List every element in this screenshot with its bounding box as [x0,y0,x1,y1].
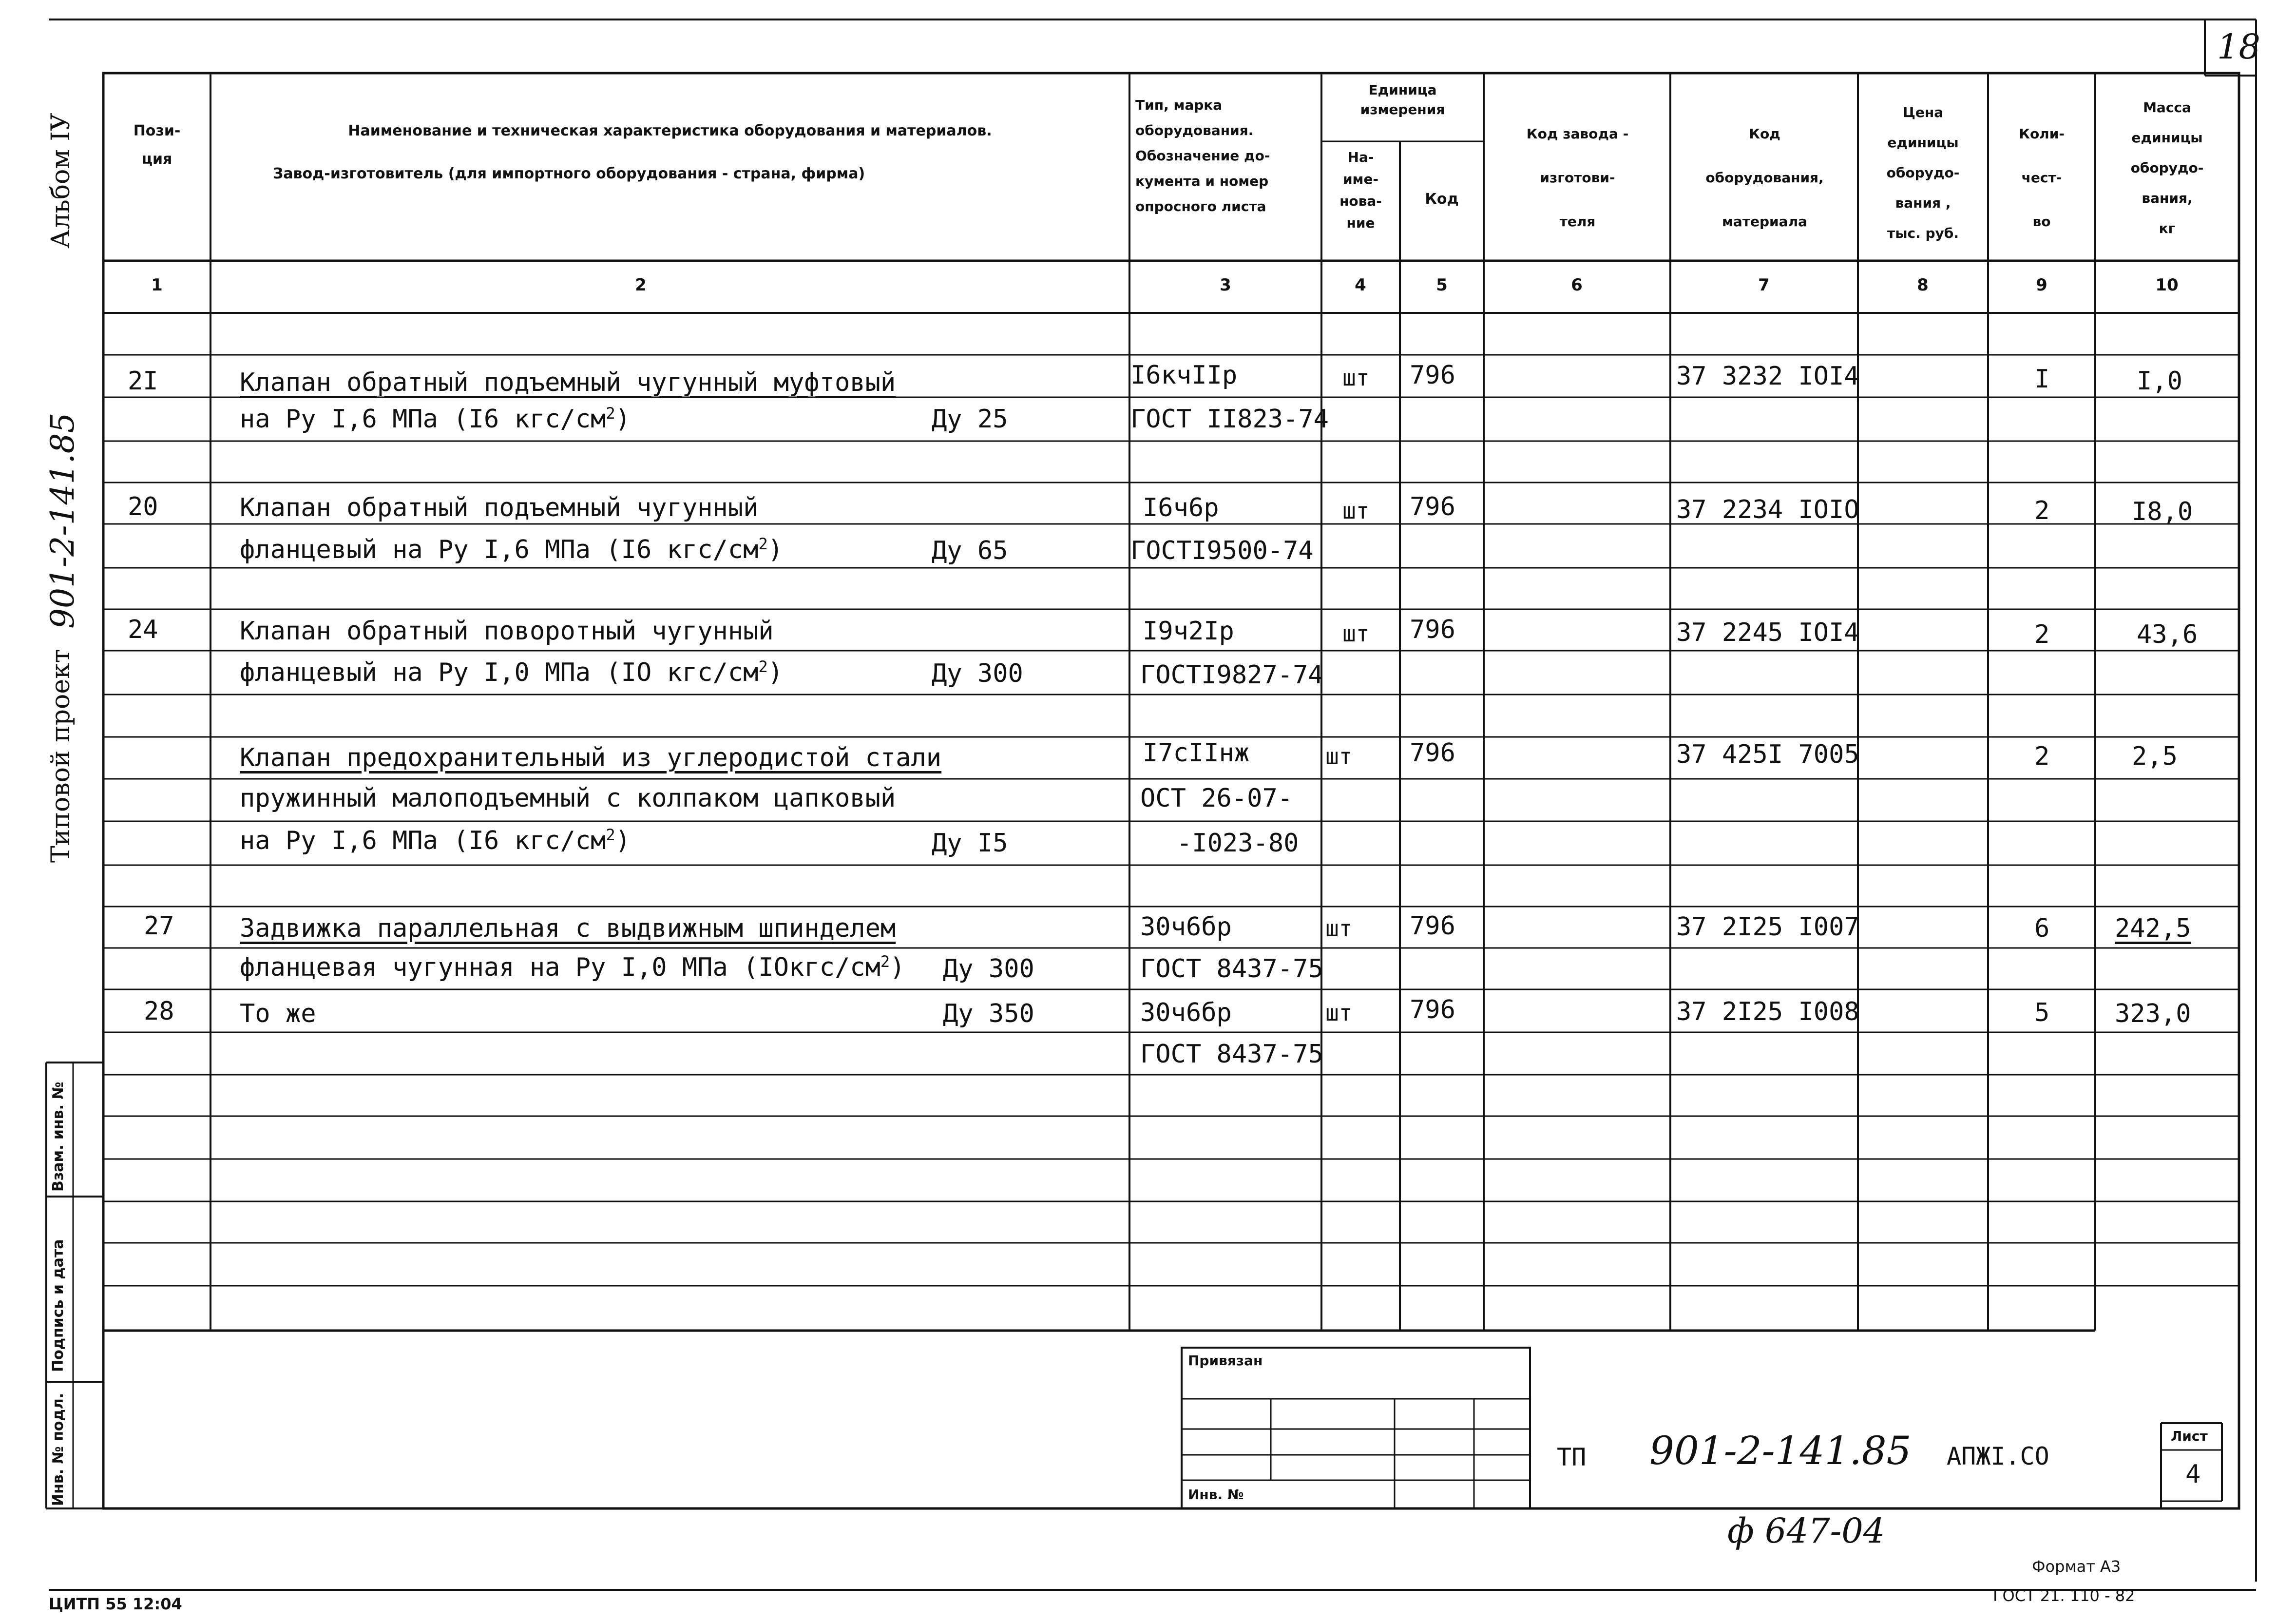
type-mark: 30ч6бр [1140,912,1232,942]
stamp-sheet-number: 4 [2185,1460,2201,1489]
project-number-handwritten: 901-2-141.85 [44,412,81,629]
nominal-diameter: Ду I5 [932,829,1008,858]
unit-name: шт [1325,743,1353,770]
unit-mass: 43,6 [2137,620,2198,649]
unit-name: шт [1325,1000,1353,1026]
type-mark: I7сIIнж [1143,738,1250,768]
equipment-code: 37 425I 7005 [1676,740,1859,769]
equipment-code: 37 3232 IOI4 [1676,362,1859,391]
column-number: 6 [1571,275,1583,295]
unit-mass: I,0 [2137,367,2182,396]
column-number: 9 [2036,275,2047,295]
unit-code: 796 [1410,615,1455,644]
column-number: 4 [1355,275,1366,295]
item-name-line: Клапан предохранительный из углеродистой стали [240,743,942,773]
printer-label: ЦИТП 55 12:04 [49,1595,182,1613]
stamp-doc-code: АПЖI.СО [1947,1442,2049,1470]
type-standard: ГОСТ 8437-75 [1140,1040,1323,1069]
quantity: 5 [2034,998,2050,1027]
position-cell: 27 [144,911,174,941]
item-name-line: пружинный малоподъемный с колпаком цапковый [240,784,896,813]
header-col-7: Код оборудования, материала [1705,126,1824,230]
unit-mass: I8,0 [2132,497,2193,526]
quantity: 2 [2034,742,2050,771]
unit-mass: 2,5 [2132,742,2178,771]
item-name-line: Клапан обратный поворотный чугунный [240,617,774,646]
type-standard: ОСТ 26-07- [1140,784,1293,813]
type-standard: ГОСТI9827-74 [1140,660,1323,690]
equipment-code: 37 2234 IOIO [1676,495,1859,524]
column-number: 8 [1917,275,1929,295]
type-mark: I6ч6р [1143,493,1219,522]
header-col-8: Цена единицы оборудо- вания , тыс. руб. [1886,104,1960,241]
type-mark: 30ч6бр [1140,998,1232,1027]
unit-code: 796 [1410,995,1455,1024]
header-col-10: Масса единицы оборудо- вания, кг [2130,99,2204,236]
unit-name: шт [1325,915,1353,942]
item-name-line: на Ру I,6 МПа (I6 кгс/$см^2$) [240,826,631,855]
item-name-line: Клапан обратный подъемный чугунный муфтовый [240,368,896,397]
unit-name: шт [1342,498,1370,524]
nominal-diameter: Ду 350 [943,999,1034,1028]
item-name-line: То же [240,999,316,1028]
stamp-tp-label: ТП [1557,1443,1587,1471]
stamp-attached-label: Привязан [1188,1352,1263,1369]
column-number: 5 [1436,275,1448,295]
item-name-line: Задвижка параллельная с выдвижным шпинделем [240,914,896,943]
handwritten-note: ф 647-04 [1727,1511,1885,1551]
type-mark: I9ч2Iр [1143,617,1234,646]
nominal-diameter: Ду 25 [932,405,1008,434]
position-cell: 28 [144,997,174,1026]
unit-code: 796 [1410,738,1455,768]
item-name-line: на Ру I,6 МПа (I6 кгс/$см^2$) [240,404,631,434]
format-label: Формат А3 [2032,1557,2121,1576]
position-cell: 24 [128,615,158,644]
header-col-4: На- име- нова- ние [1339,149,1382,231]
type-standard: ГОСТ II823-74 [1130,405,1329,434]
project-type-label: Типовой проект [46,649,76,863]
position-cell: 20 [128,492,158,522]
position-cell: 2I [128,367,158,396]
nominal-diameter: Ду 300 [943,954,1034,984]
equipment-code: 37 2I25 I007 [1676,912,1859,942]
column-number: 7 [1758,275,1770,295]
header-col-6: Код завода - изготови- теля [1526,126,1629,230]
header-col-2: Наименование и техническая характеристика оборудования и материалов. Завод-изготовитель (для импортного оборудования - страна, фирма) [273,122,992,182]
unit-mass: 323,0 [2115,999,2191,1028]
unit-code: 796 [1410,492,1455,522]
quantity: 2 [2034,496,2050,525]
quantity: I [2034,365,2050,394]
column-number: 10 [2155,275,2179,295]
header-col-9: Коли- чест- во [2019,126,2065,230]
type-mark: I6кчIIр [1130,361,1238,390]
approval-box-signature-date: Подпись и дата [50,1239,67,1372]
column-number: 1 [151,275,163,295]
column-number: 3 [1220,275,1231,295]
column-number: 2 [635,275,647,295]
unit-code: 796 [1410,911,1455,941]
type-standard: ГОСТ 8437-75 [1140,954,1323,984]
stamp-sheet-label: Лист [2171,1428,2208,1444]
gost-label: ГОСТ 21. 110 - 82 [1993,1586,2135,1605]
stamp-project-number: 901-2-141.85 [1649,1428,1912,1473]
equipment-code: 37 2245 IOI4 [1676,618,1859,647]
header-col-5: Код [1425,191,1459,208]
type-standard: -I023-80 [1177,829,1299,858]
nominal-diameter: Ду 300 [932,659,1023,688]
item-name-line: фланцевая чугунная на Ру I,0 МПа $(IOкгс/см^2)$ [240,952,905,982]
type-standard: ГОСТI9500-74 [1130,536,1314,565]
album-label: Альбом IУ [46,113,76,249]
header-col-3: Тип, марка оборудования. Обозначение до- кумента и номер опросного листа [1135,97,1270,214]
item-name-line: фланцевый на Ру I,6 МПа (I6 кгс/$см^2$) [240,535,784,564]
unit-code: 796 [1410,361,1455,390]
unit-name: шт [1342,365,1370,391]
quantity: 2 [2034,620,2050,649]
unit-mass: 242,5 [2115,914,2191,943]
header-col-1: Пози- ция [133,122,181,168]
item-name-line: фланцевый на Ру I,0 МПа (IO кгс/$см^2$) [240,657,784,687]
nominal-diameter: Ду 65 [932,536,1008,565]
stamp-inv-label: Инв. № [1188,1487,1244,1503]
unit-name: шт [1342,620,1370,647]
equipment-code: 37 2I25 I008 [1676,997,1859,1026]
approval-box-replaced-inv: Взам. инв. № [50,1082,67,1192]
item-name-line: Клапан обратный подъемный чугунный [240,493,759,522]
sheet-corner-number: 18 [2217,27,2261,67]
approval-box-original-inv: Инв. № подл. [50,1392,67,1506]
quantity: 6 [2034,914,2050,943]
header-unit-group: Единица измерения [1360,82,1445,117]
